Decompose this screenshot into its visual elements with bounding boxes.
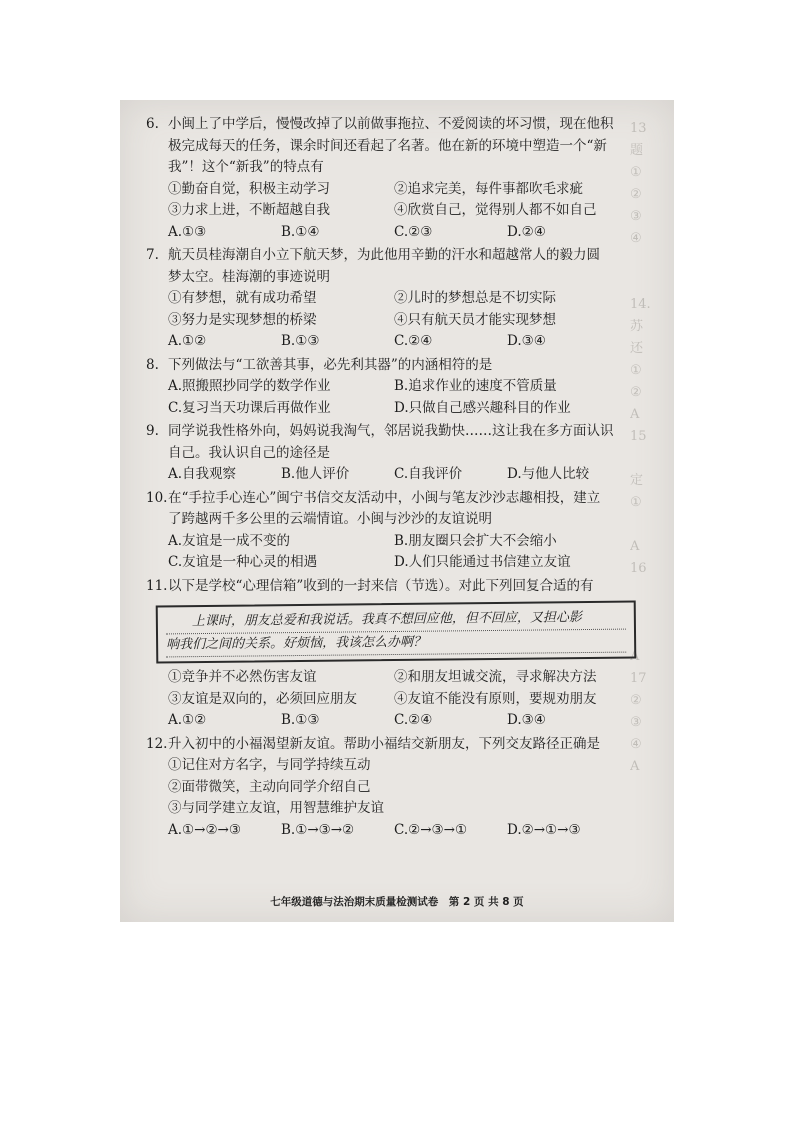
statement-item: ④友谊不能没有原则，要规劝朋友 [394, 690, 597, 707]
question-stem: 航天员桂海潮自小立下航天梦，为此他用辛勤的汗水和超越常人的毅力圆 [168, 247, 600, 263]
question-number: 11. [146, 577, 168, 594]
question-stem: 小闽上了中学后，慢慢改掉了以前做事拖拉、不爱阅读的坏习惯，现在他积 [168, 116, 614, 132]
answer-choice: C.②④ [394, 712, 433, 728]
answer-choice: D.②④ [507, 223, 546, 240]
answer-choice: A.友谊是一成不变的 [168, 532, 291, 549]
question-8 [146, 355, 646, 420]
answer-choice: D.③④ [507, 712, 546, 728]
question-6 [146, 114, 646, 243]
statement-item: ④欣赏自己，觉得别人都不如自己 [394, 202, 597, 218]
question-10 [146, 488, 646, 574]
question-number: 6. [146, 116, 159, 132]
answer-choice: D.只做自己感兴趣科目的作业 [394, 399, 571, 416]
question-stem: 我”！这个“新我”的特点有 [168, 159, 324, 175]
question-7 [146, 245, 646, 353]
question-stem: 以下是学校“心理信箱”收到的一封来信（节选）。对此下列回复合适的有 [168, 577, 594, 594]
statement-item: ②儿时的梦想总是不切实际 [394, 290, 556, 306]
question-stem: 极完成每天的任务，课余时间还看起了名著。他在新的环境中塑造一个“新 [168, 137, 607, 154]
answer-choice: B.他人评价 [281, 466, 350, 482]
answer-choice: A.①③ [168, 223, 207, 240]
answer-choice: D.与他人比较 [507, 466, 590, 482]
step-item: ②面带微笑，主动向同学介绍自己 [168, 778, 371, 795]
letter-line: 响我们之间的关系。好烦恼，我该怎么办啊？ [166, 630, 626, 658]
answer-choice: C.②→③→① [394, 821, 468, 838]
answer-choice: B.①③ [281, 712, 320, 728]
step-item: ①记住对方名字，与同学持续互动 [168, 757, 371, 773]
step-item: ③与同学建立友谊，用智慧维护友谊 [168, 800, 384, 816]
question-number: 8. [146, 356, 159, 373]
answer-choice: C.②③ [394, 223, 433, 240]
statement-item: ③友谊是双向的，必须回应朋友 [168, 690, 357, 707]
question-stem: 梦太空。桂海潮的事迹说明 [168, 268, 330, 285]
bleed-through-text: 13 题 ① ② ③ ④ 14. 苏 还 ① ② A 15 定 ① A 16 A 17 ② ③ ④ A [630, 121, 651, 774]
question-stem: 在“手拉手心连心”闽宁书信交友活动中，小闽与笔友沙沙志趣相投，建立 [168, 489, 601, 506]
answer-choice: A.照搬照抄同学的数学作业 [168, 378, 331, 394]
statement-item: ①勤奋自觉，积极主动学习 [168, 180, 330, 197]
answer-choice: D.③④ [507, 333, 546, 349]
question-number: 9. [146, 423, 159, 439]
answer-choice: A.①→②→③ [168, 821, 241, 838]
question-number: 12. [146, 735, 168, 752]
answer-choice: A.①② [168, 712, 207, 728]
page-footer: 七年级道德与法治期末质量检测试卷 第 2 页 共 8 页 [270, 896, 524, 908]
question-stem: 自己。我认识自己的途径是 [168, 444, 330, 461]
answer-choice: D.②→①→③ [507, 821, 581, 838]
statement-item: ②和朋友坦诚交流，寻求解决方法 [394, 669, 597, 685]
answer-choice: C.复习当天功课后再做作业 [168, 399, 331, 416]
statement-item: ②追求完美，每件事都吹毛求疵 [394, 180, 583, 197]
question-stem: 升入初中的小福渴望新友谊。帮助小福结交新朋友，下列交友路径正确是 [168, 735, 600, 752]
letter-excerpt-box [156, 600, 637, 663]
answer-choice: B.朋友圈只会扩大不会缩小 [394, 532, 557, 549]
question-11 [146, 576, 646, 732]
question-stem: 了跨越两千多公里的云端情谊。小闽与沙沙的友谊说明 [168, 511, 492, 527]
answer-choice: C.友谊是一种心灵的相遇 [168, 554, 318, 570]
answer-choice: B.①④ [281, 223, 320, 240]
letter-line: 上课时，朋友总爱和我说话。我真不想回应他，但不回应，又担心影 [166, 607, 626, 635]
questions [146, 114, 646, 843]
exam-page [120, 100, 674, 922]
question-12 [146, 734, 646, 842]
answer-choice: A.自我观察 [168, 466, 237, 482]
statement-item: ③力求上进，不断超越自我 [168, 202, 330, 218]
answer-choice: B.①→③→② [281, 821, 355, 838]
question-number: 7. [146, 247, 159, 263]
statement-item: ③努力是实现梦想的桥梁 [168, 311, 317, 328]
statement-item: ①有梦想，就有成功希望 [168, 290, 317, 306]
question-number: 10. [146, 489, 168, 506]
answer-choice: B.追求作业的速度不管质量 [394, 378, 557, 394]
answer-choice: B.①③ [281, 333, 320, 349]
statement-item: ①竞争并不必然伤害友谊 [168, 669, 317, 685]
question-stem: 下列做法与“工欲善其事，必先利其器”的内涵相符的是 [168, 356, 493, 373]
answer-choice: C.自我评价 [394, 466, 463, 482]
answer-choice: C.②④ [394, 333, 433, 349]
answer-choice: A.①② [168, 333, 207, 349]
statement-item: ④只有航天员才能实现梦想 [394, 311, 556, 328]
answer-choice: D.人们只能通过书信建立友谊 [394, 554, 571, 570]
question-stem: 同学说我性格外向，妈妈说我淘气，邻居说我勤快……这让我在多方面认识 [168, 423, 614, 439]
question-9 [146, 421, 646, 486]
